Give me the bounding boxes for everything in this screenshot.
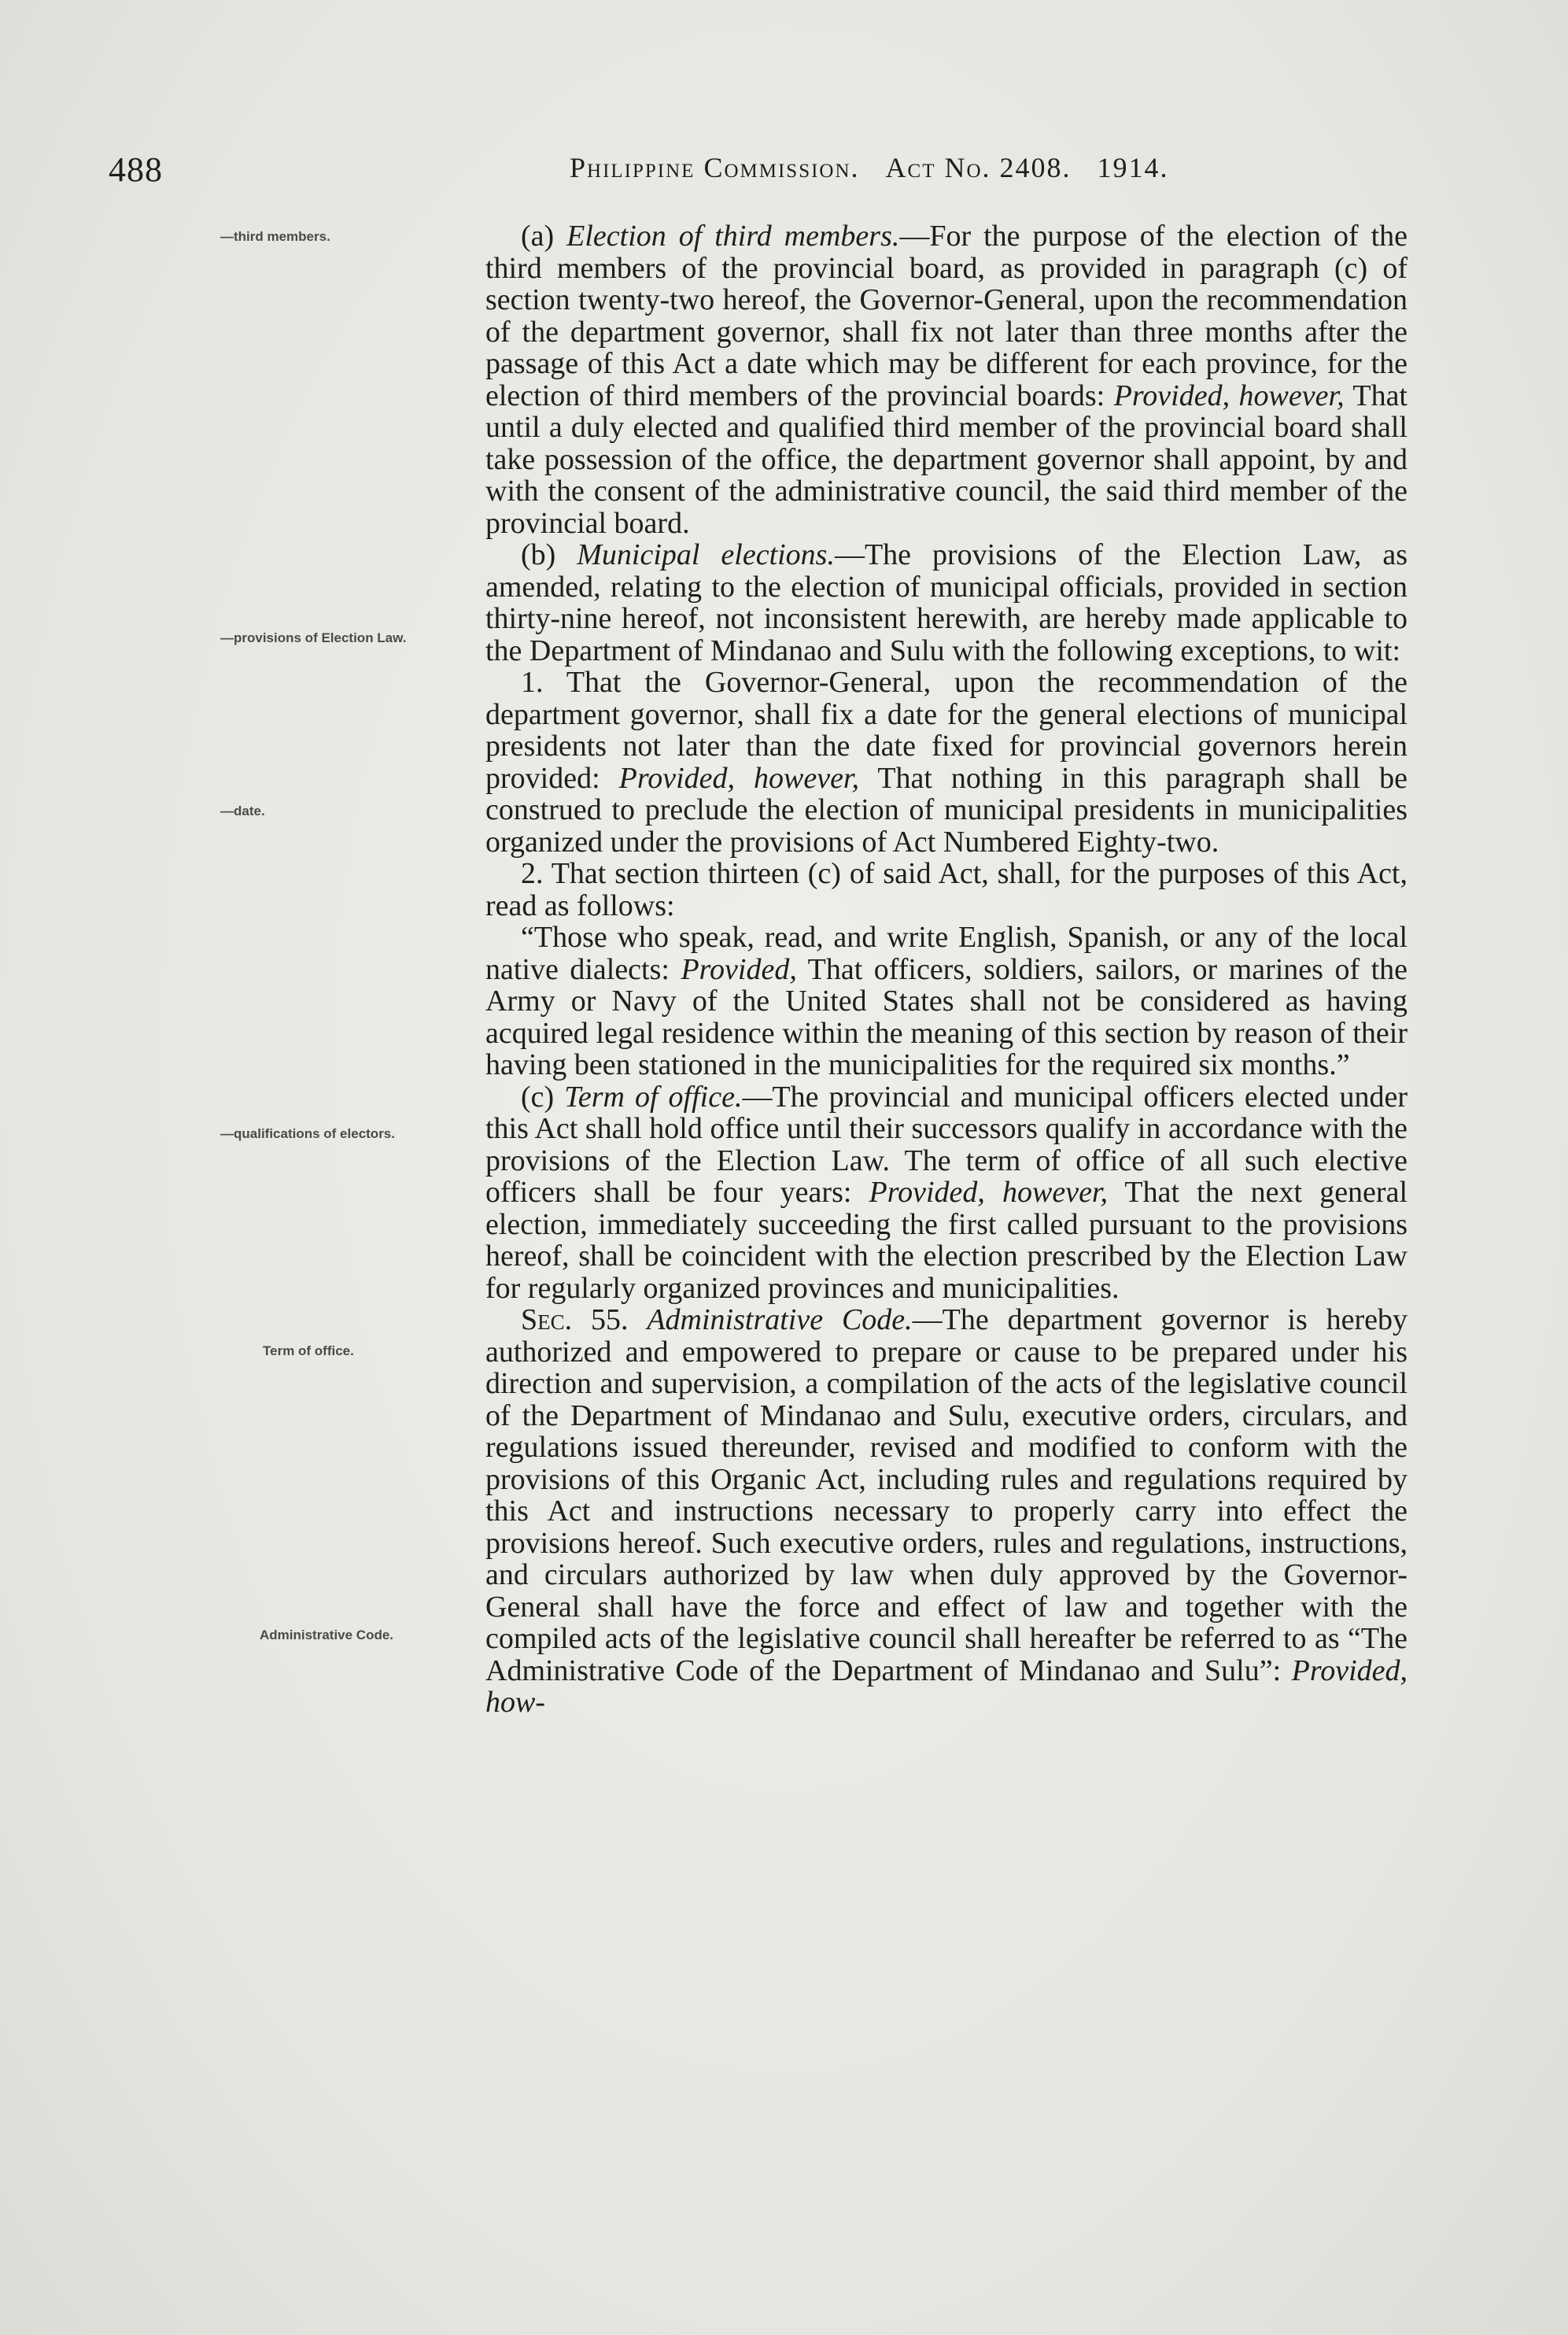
section-55: [485, 1304, 1408, 1719]
paragraph-c: [485, 1081, 1408, 1305]
paragraph-a-label: (a): [521, 220, 567, 253]
body-text: [485, 220, 1408, 1719]
section-55-text: —The department governor is hereby authorized and empowered to prepare or cause to be prepared under his direction and supervision, a compilation of the acts of the legislative council of the Department of Mindanao and Sulu, executive orders, circulars, and regulations issued thereunder, revised and modified to conform with the provisions of this Organic Act, including rules and regulations required by this Act and instructions necessary to properly carry into effect the provisions hereof. Such executive orders, rules and regulations, instructions, and circulars authorized by law when duly approved by the Governor-General shall have the force and effect of law and together with the compiled acts of the legislative council shall hereafter be referred to as “The Administrative Code of the Department of Mindanao and Sulu”:: [485, 1303, 1408, 1687]
paragraph-2: [485, 858, 1408, 922]
page-number: 488: [109, 150, 163, 189]
paragraph-c-proviso: Provided, however,: [869, 1176, 1109, 1209]
paragraph-c-label: (c): [521, 1080, 565, 1114]
section-55-title: Administrative Code.: [647, 1303, 913, 1336]
margin-notes: [220, 0, 480, 2335]
margin-note-date: —date.: [220, 804, 265, 818]
quote-text: “Those who speak, read, and write English, Spanish, or any of the local native dialects:: [485, 921, 1408, 986]
running-head-year: 1914.: [1097, 152, 1169, 183]
paragraph-2-text: 2. That section thirteen (c) of said Act, shall, for the purposes of this Act, read as follows:: [485, 857, 1408, 922]
quote-proviso: Provided,: [681, 952, 797, 986]
section-55-label: Sec. 55.: [521, 1303, 647, 1336]
paragraph-b-title: Municipal elections.: [577, 538, 835, 571]
section-55-proviso: Provided, how-: [485, 1653, 1408, 1719]
paragraph-b-label: (b): [521, 538, 577, 571]
running-head: [570, 151, 1169, 184]
paragraph-b-text: —The provisions of the Election Law, as amended, relating to the election of municipal officials, provided in section thirty-nine hereof, not inconsistent herewith, are hereby made applicable to the Department of Mindanao and Sulu with the following exceptions, to wit:: [485, 538, 1408, 667]
paragraph-a-proviso: Provided, however,: [1113, 379, 1345, 412]
paragraph-quote: [485, 922, 1408, 1081]
paragraph-c-text: —The provincial and municipal officers elected under this Act shall hold office until their successors qualify in accordance with the provisions of the Election Law. The term of office of all such elective officers shall be four years:: [485, 1080, 1408, 1209]
quote-text-continued: That officers, soldiers, sailors, or marines of the Army or Navy of the United States shall not be considered as having acquired legal residence within the meaning of this section by reason of their having been stationed in the municipalities for the required six months.”: [485, 952, 1408, 1081]
margin-note-qualifications: —qualifications of electors.: [220, 1126, 395, 1141]
paragraph-a-text-continued: That until a duly elected and qualified third member of the provincial board shall take possession of the office, the department governor shall appoint, by and with the consent of the administrative council, the said third member of the provincial board.: [485, 379, 1408, 540]
margin-note-administrative-code: Administrative Code.: [260, 1627, 394, 1642]
running-head-act: Act No. 2408.: [885, 152, 1072, 183]
margin-note-election-law: —provisions of Election Law.: [220, 630, 407, 645]
paragraph-c-title: Term of office.: [564, 1080, 743, 1114]
paragraph-1-text: 1. That the Governor-General, upon the recommendation of the department governor, shall fix a date for the general elections of municipal presidents not later than the date fixed for provincial governors herein provided:: [485, 666, 1408, 795]
paragraph-1: [485, 667, 1408, 858]
paragraph-a-title: Election of third members.: [566, 220, 900, 253]
paragraph-a-text: —For the purpose of the election of the third members of the provincial board, as provided in paragraph (c) of section twenty-two hereof, the Governor-General, upon the recommendation of the department governor, shall fix not later than three months after the passage of this Act a date which may be different for each province, for the election of third members of the provincial boards:: [485, 220, 1408, 412]
running-head-title: Philippine Commission.: [570, 152, 860, 183]
paragraph-1-text-continued: That nothing in this paragraph shall be construed to preclude the election of municipal presidents in municipalities organized under the provisions of Act Numbered Eighty-two.: [485, 761, 1408, 859]
paragraph-b: [485, 539, 1408, 667]
margin-note-third-members: —third members.: [220, 229, 330, 244]
margin-note-term-of-office: Term of office.: [263, 1343, 354, 1358]
paragraph-c-text-continued: That the next general election, immediately succeeding the first called pursuant to the provisions hereof, shall be coincident with the election prescribed by the Election Law for regularly organized provinces and municipalities.: [485, 1176, 1408, 1305]
paragraph-1-proviso: Provided, however,: [618, 761, 860, 795]
paragraph-a: [485, 220, 1408, 539]
